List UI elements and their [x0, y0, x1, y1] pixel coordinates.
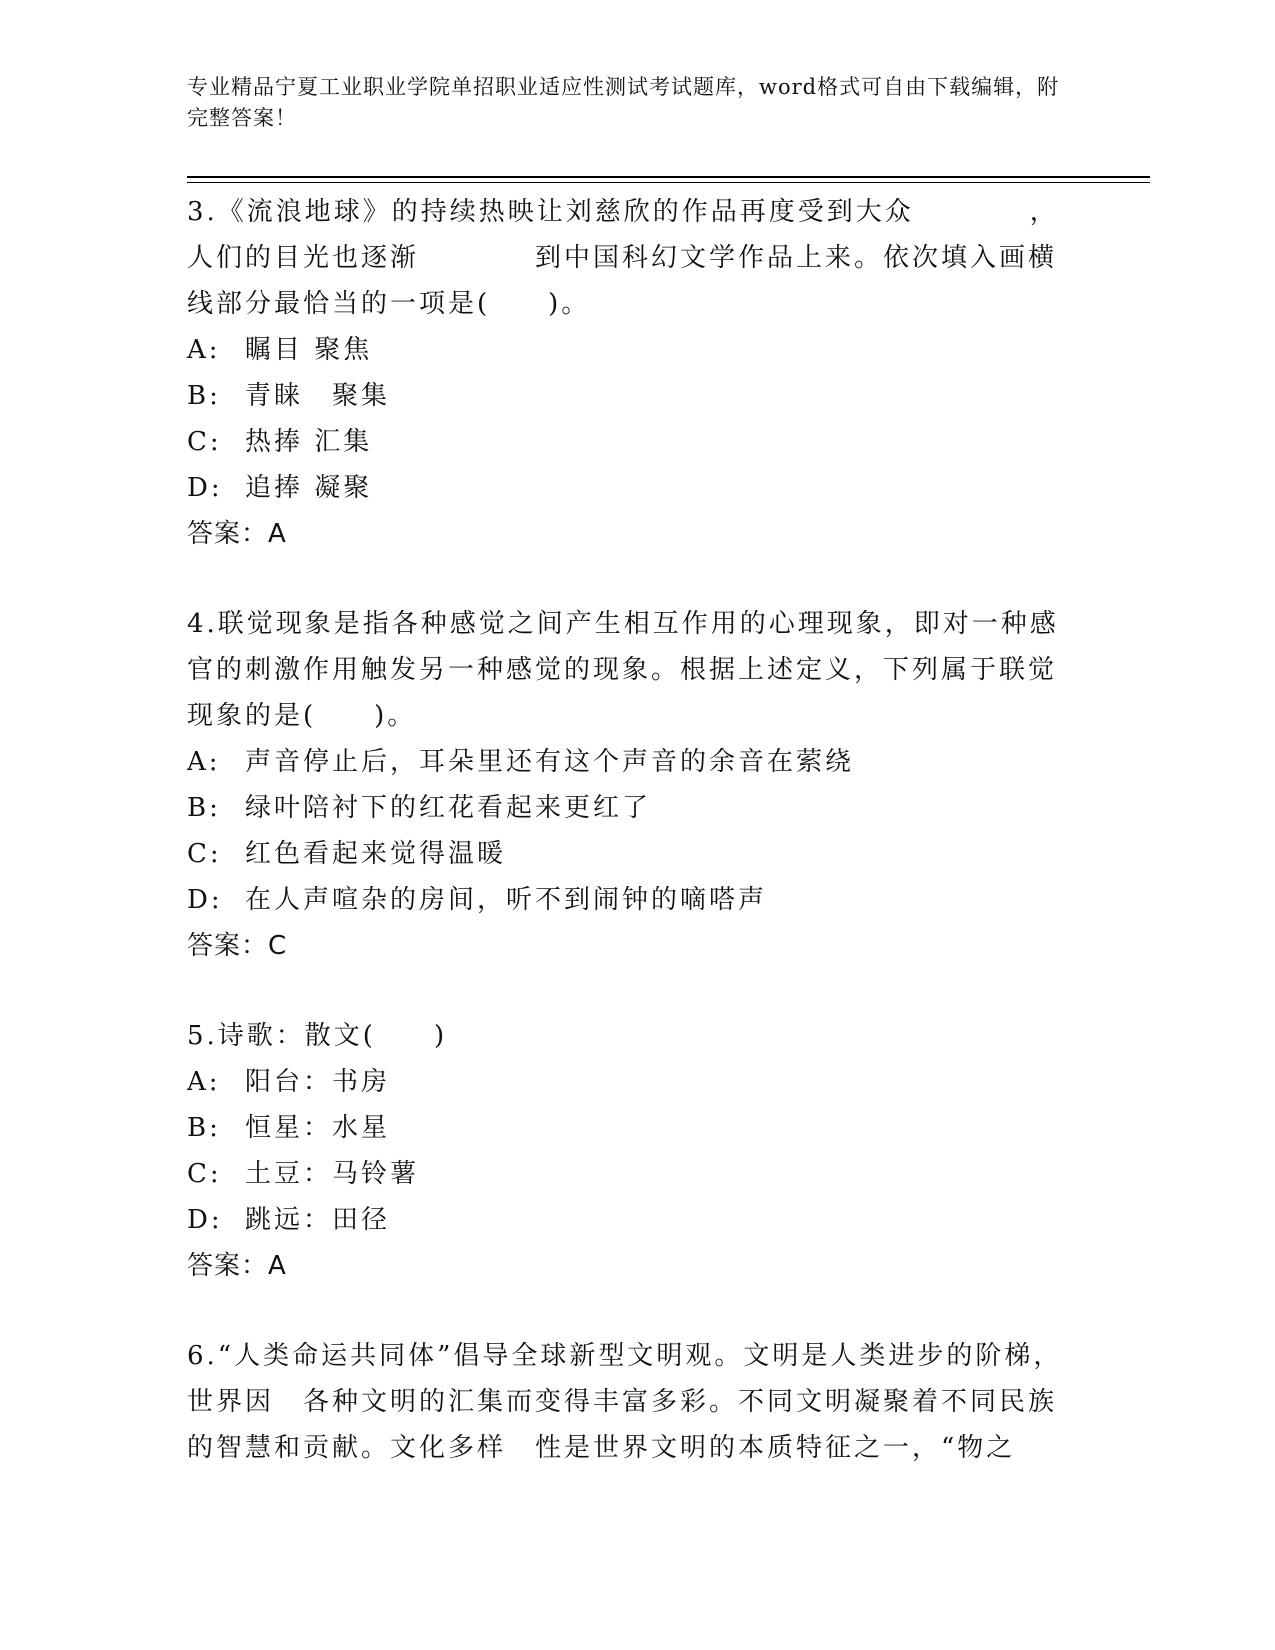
option-key: A:	[187, 747, 221, 777]
option-key: A:	[187, 335, 221, 365]
question-3	[187, 189, 1087, 557]
option-d	[187, 465, 1087, 511]
option-text: 恒星：水星	[245, 1113, 391, 1143]
question-stem: 4.联觉现象是指各种感觉之间产生相互作用的心理现象，即对一种感官的刺激作用触发另一种感觉的现象。根据上述定义，下列属于联觉现象的是( )。	[187, 609, 1059, 731]
option-a	[187, 327, 1087, 373]
option-key: D:	[187, 473, 223, 503]
option-d	[187, 877, 1087, 923]
option-b	[187, 373, 1087, 419]
question-5	[187, 1013, 1087, 1289]
option-key: C:	[187, 839, 222, 869]
option-b	[187, 1105, 1087, 1151]
option-text: 阳台：书房	[245, 1067, 391, 1097]
option-text: 追捧 凝聚	[245, 473, 373, 503]
option-c	[187, 1151, 1087, 1197]
answer-line: 答案：A	[187, 519, 287, 549]
option-key: C:	[187, 1159, 222, 1189]
option-text: 土豆：马铃薯	[245, 1159, 420, 1189]
option-key: D:	[187, 885, 223, 915]
option-text: 热捧 汇集	[245, 427, 373, 457]
option-text: 跳远：田径	[245, 1205, 391, 1235]
option-text: 绿叶陪衬下的红花看起来更红了	[245, 793, 652, 823]
answer-line: 答案：A	[187, 1251, 287, 1281]
option-text: 在人声喧杂的房间，听不到闹钟的嘀嗒声	[245, 885, 768, 915]
option-text: 瞩目 聚焦	[245, 335, 373, 365]
option-c	[187, 831, 1087, 877]
option-text: 声音停止后，耳朵里还有这个声音的余音在萦绕	[245, 747, 855, 777]
answer-line: 答案：C	[187, 931, 288, 961]
question-stem: 3.《流浪地球》的持续热映让刘慈欣的作品再度受到大众 ，人们的目光也逐渐 到中国科幻文学作品上来。依次填入画横线部分最恰当的一项是( )。	[187, 197, 1059, 319]
option-key: C:	[187, 427, 222, 457]
option-a	[187, 1059, 1087, 1105]
option-key: B:	[187, 381, 221, 411]
header-rule-thin	[187, 182, 1150, 183]
option-key: A:	[187, 1067, 221, 1097]
header-rule-thick	[187, 176, 1150, 178]
option-key: B:	[187, 793, 221, 823]
option-a	[187, 739, 1087, 785]
question-4	[187, 601, 1087, 969]
option-key: D:	[187, 1205, 223, 1235]
question-list	[187, 189, 1087, 1515]
question-stem: 6.“人类命运共同体”倡导全球新型文明观。文明是人类进步的阶梯，世界因 各种文明的汇集而变得丰富多彩。不同文明凝聚着不同民族的智慧和贡献。文化多样 性是世界文明的本质特征之一，“物之	[187, 1341, 1063, 1463]
document-header: 专业精品宁夏工业职业学院单招职业适应性测试考试题库，word格式可自由下载编辑，附完整答案！	[187, 75, 1060, 130]
option-text: 红色看起来觉得温暖	[245, 839, 507, 869]
option-key: B:	[187, 1113, 221, 1143]
option-b	[187, 785, 1087, 831]
option-d	[187, 1197, 1087, 1243]
question-stem: 5.诗歌：散文( )	[187, 1021, 448, 1051]
question-6	[187, 1333, 1087, 1471]
option-c	[187, 419, 1087, 465]
option-text: 青睐 聚集	[245, 381, 391, 411]
